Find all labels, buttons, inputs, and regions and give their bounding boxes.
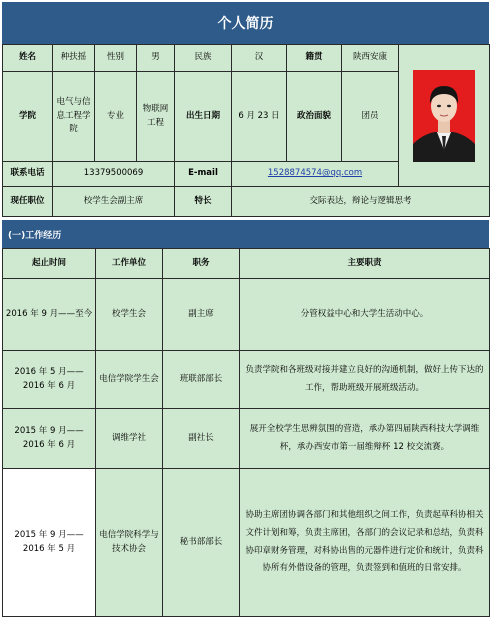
table-row <box>3 409 490 469</box>
header-unit: 工作单位 <box>96 249 163 279</box>
section-title: (一)工作经历 <box>2 220 489 248</box>
politics-label: 政治面貌 <box>287 72 342 162</box>
position-value: 校学生会副主席 <box>53 187 175 217</box>
phone-value: 13379500069 <box>53 162 175 187</box>
row-duty: 分管权益中心和大学生活动中心。 <box>240 279 490 351</box>
major-value: 物联网工程 <box>137 72 175 162</box>
resume-title: 个人简历 <box>2 2 489 44</box>
row-duty: 负责学院和各班级对接并建立良好的沟通机制，做好上传下达的工作，帮助班级开展班级活动。 <box>240 351 490 409</box>
gender-label: 性别 <box>95 45 137 72</box>
native-label: 籍贯 <box>287 45 342 72</box>
header-duty: 主要职责 <box>240 249 490 279</box>
header-role: 职务 <box>163 249 240 279</box>
row-role: 副主席 <box>163 279 240 351</box>
row-unit: 调维学社 <box>96 409 163 469</box>
email-label: E-mail <box>175 162 232 187</box>
row-unit: 电信学院学生会 <box>96 351 163 409</box>
phone-label: 联系电话 <box>3 162 53 187</box>
position-label: 现任职位 <box>3 187 53 217</box>
name-value: 种扶摇 <box>53 45 95 72</box>
row-role: 副社长 <box>163 409 240 469</box>
politics-value: 团员 <box>342 72 399 162</box>
email-link[interactable]: 1528874574@qq.com <box>267 168 363 179</box>
header-time: 起止时间 <box>3 249 96 279</box>
college-value: 电气与信息工程学院 <box>53 72 95 162</box>
row-time: 2015 年 9 月——2016 年 5 月 <box>3 469 96 617</box>
native-value: 陕西安康 <box>342 45 399 72</box>
row-duty: 协助主席团协调各部门和其他组织之间工作，负责起草科协相关文件计划和筹，负责主席团，各部门的会议记录和总结，负责科协印章财务管理，对科协出售的元器件进行定价和统计，负责科协所有外借设备的管理，负责签到和值班的日常安排。 <box>240 469 490 617</box>
row-time: 2016 年 9 月——至今 <box>3 279 96 351</box>
major-label: 专业 <box>95 72 137 162</box>
row-role: 班联部部长 <box>163 351 240 409</box>
row-unit: 电信学院科学与技术协会 <box>96 469 163 617</box>
table-row <box>3 351 490 409</box>
birth-value: 6 月 23 日 <box>232 72 287 162</box>
skill-label: 特长 <box>175 187 232 217</box>
name-label: 姓名 <box>3 45 53 72</box>
ethnicity-value: 汉 <box>232 45 287 72</box>
row-time: 2016 年 5 月——2016 年 6 月 <box>3 351 96 409</box>
skill-value: 交际表达，辩论与逻辑思考 <box>232 187 490 217</box>
portrait-photo-icon <box>413 70 475 162</box>
row-time: 2015 年 9 月——2016 年 6 月 <box>3 409 96 469</box>
college-label: 学院 <box>3 72 53 162</box>
table-row <box>3 469 490 617</box>
birth-label: 出生日期 <box>175 72 232 162</box>
work-experience-table <box>2 248 490 617</box>
row-unit: 校学生会 <box>96 279 163 351</box>
photo-cell <box>399 45 490 187</box>
row-duty: 展开全校学生思辨氛围的营造，承办第四届陕西科技大学调维杯，承办西安市第一届维辩杯 12 校交流赛。 <box>240 409 490 469</box>
personal-info-table <box>2 44 490 217</box>
row-role: 秘书部部长 <box>163 469 240 617</box>
table-row <box>3 279 490 351</box>
ethnicity-label: 民族 <box>175 45 232 72</box>
gender-value: 男 <box>137 45 175 72</box>
